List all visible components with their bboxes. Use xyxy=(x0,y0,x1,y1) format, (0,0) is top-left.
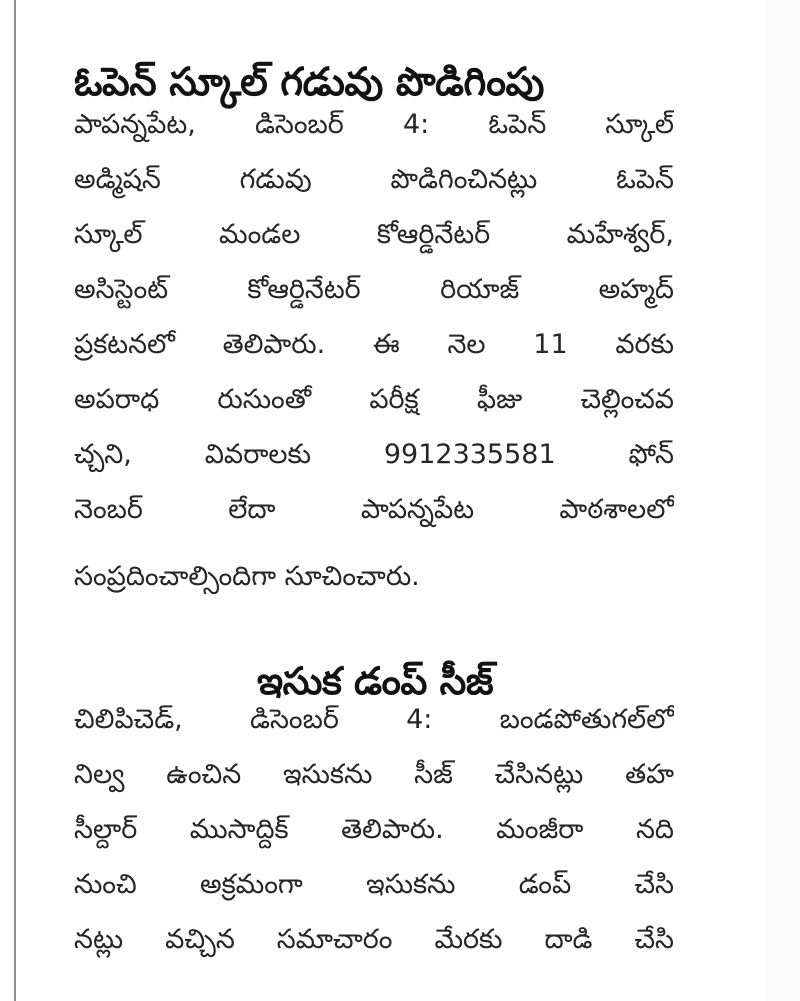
article-1-line: నెంబర్ లేదా పాపన్నపేట పాఠశాలలో xyxy=(74,494,674,525)
article-2-headline: ఇసుక డంప్ సీజ్ xyxy=(256,658,494,703)
column-divider xyxy=(14,0,16,1001)
article-1-line: స్కూల్ మండల కోఆర్డినేటర్ మహేశ్వర్, xyxy=(74,219,674,250)
article-1-line: అడ్మిషన్ గడువు పొడిగించినట్లు ఓపెన్ xyxy=(74,164,674,195)
cropped-text-fragment xyxy=(74,0,434,14)
article-2-line: నట్లు వచ్చిన సమాచారం మేరకు దాడి చేసి xyxy=(74,924,674,955)
article-2-line: చిలిపిచెడ్, డిసెంబర్ 4: బండపోతుగల్‌లో xyxy=(74,704,674,735)
article-2-line: సీల్దార్ ముసాద్దిక్ తెలిపారు. మంజీరా నది xyxy=(74,814,674,845)
article-1-line: అసిస్టెంట్ కోఆర్డినేటర్ రియాజ్ అహ్మద్ xyxy=(74,274,674,305)
article-1-headline: ఓపెన్ స్కూల్ గడువు పొడిగింపు xyxy=(74,60,544,106)
article-1-line: చ్చని, వివరాలకు 9912335581 ఫోన్ xyxy=(74,439,674,470)
article-2-line: నిల్వ ఉంచిన ఇసుకను సీజ్ చేసినట్లు తహ xyxy=(74,759,674,790)
article-1-line: సంప్రదించాల్సిందిగా సూచించారు. xyxy=(74,561,420,592)
article-1-line: పాపన్నపేట, డిసెంబర్ 4: ఓపెన్ స్కూల్ xyxy=(74,109,674,140)
page-margin xyxy=(766,0,800,1001)
article-1-line: ప్రకటనలో తెలిపారు. ఈ నెల 11 వరకు xyxy=(74,329,674,360)
article-2-line: నుంచి అక్రమంగా ఇసుకను డంప్ చేసి xyxy=(74,869,674,900)
article-1-line: అపరాధ రుసుంతో పరీక్ష ఫీజు చెల్లించవ xyxy=(74,384,674,415)
